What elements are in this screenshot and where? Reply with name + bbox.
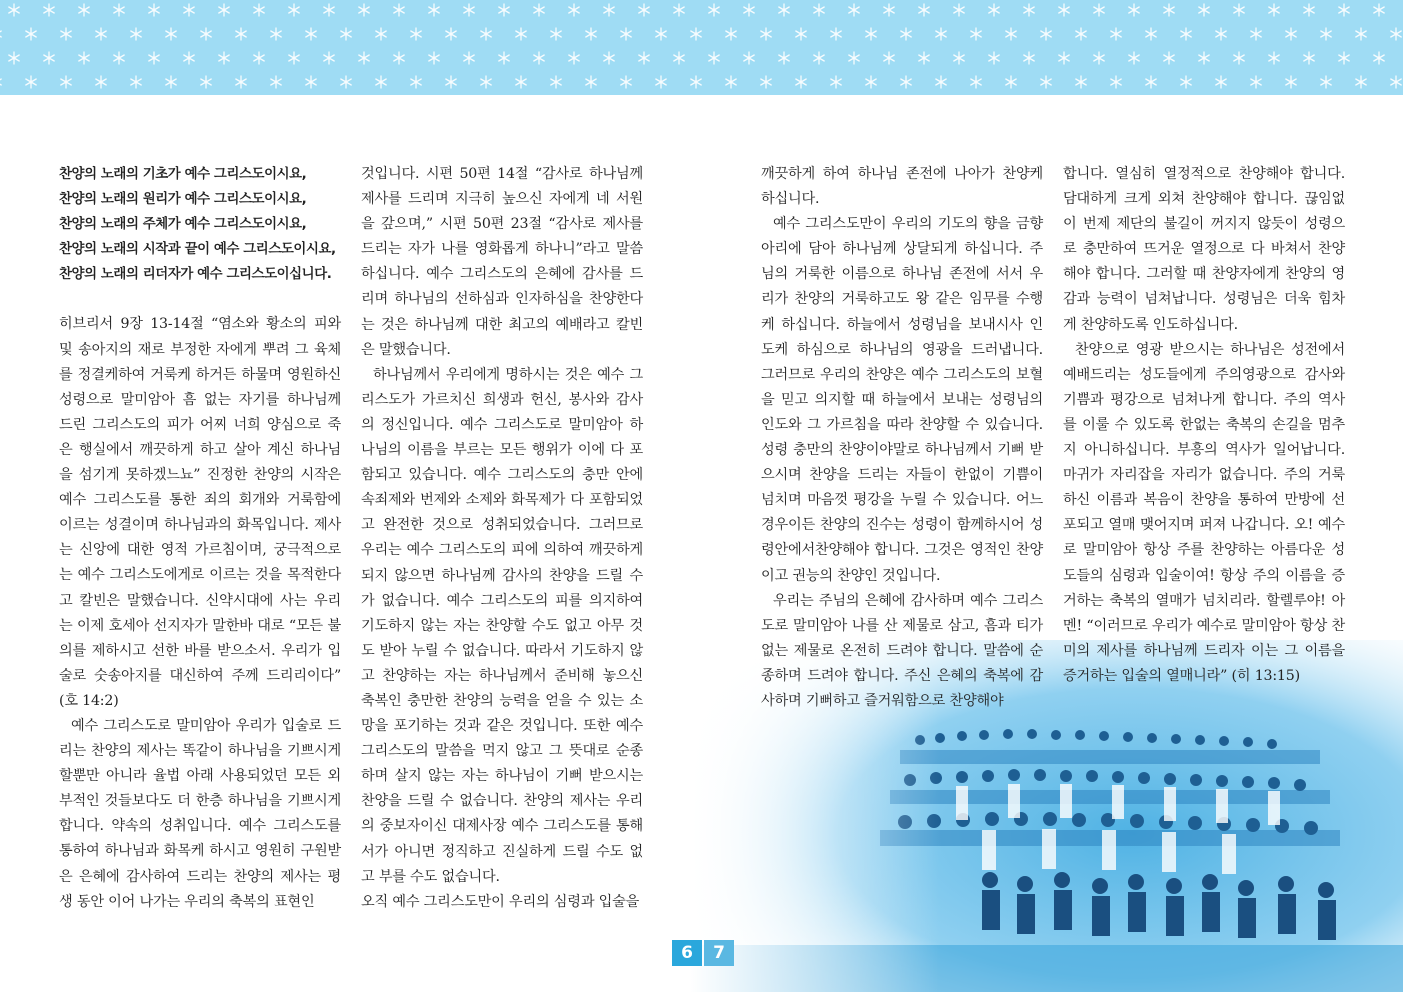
intro-line-3: 찬양의 노래의 주체가 예수 그리스도이시요, [59, 217, 307, 233]
intro-line-1: 찬양의 노래의 기초가 예수 그리스도이시요, [59, 167, 307, 182]
paragraph-living-sacrifice: 우리는 주님의 은혜에 감사하며 예수 그리스도로 말미암아 나를 산 제물로 삼고, 흠과 티가 없는 제물로 온전히 드려야 합니다. 말씀에 순종하며 드려야 합니다. 주신 은혜의 축복에 감사하며 기뻐하고 즐거워함으로 찬양해야 [761, 592, 1043, 709]
snowflake-banner [0, 0, 1403, 95]
paragraph-psalm: 것입니다. 시편 50편 14절 “감사로 하나님께 제사를 드리며 지극히 높으신 자에게 네 서원을 갚으며,” 시편 50편 23절 “감사로 제사를 드리는 자가 나를 영화롭게 하나니”라고 말씀하십니다. 예수 그리스도의 은혜에 감사를 드리며 하나님의 선하심과 인자하심을 찬양한다는 것은 하나님께 대한 최고의 예배라고 칼빈은 말했습니다. [361, 166, 643, 358]
paragraph-passion: 합니다. 열심히 열정적으로 찬양해야 합니다. 담대하게 크게 외쳐 찬양해야 합니다. 끊임없이 번제 제단의 불길이 꺼지지 않듯이 성령으로 충만하여 뜨거운 열정으로 다 바쳐서 찬양해야 합니다. 그러할 때 찬양자에게 찬양의 영감과 능력이 넘쳐납니다. 성령님은 더욱 힘차게 찬양하도록 인도하십니다. [1063, 166, 1345, 333]
text-column-1 [59, 162, 341, 915]
paragraph-prayer: 예수 그리스도만이 우리의 기도의 향을 금향아리에 담아 하나님께 상달되게 하십니다. 주님의 거룩한 이름으로 하나님 존전에 서서 우리가 찬양의 거룩하고도 왕 같은 임무를 수행케 하십니다. 하늘에서 성령님을 보내시사 인도케 하심으로 하나님의 영광을 드러냅니다. 그러므로 우리의 찬양은 예수 그리스도의 보혈을 믿고 의지할 때 하늘에서 보내는 성령님의 인도와 그 가르침을 따라 찬양할 수 있습니다. 성령 충만의 찬양이야말로 하나님께서 기뻐 받으시며 찬양을 드리는 자들이 한없이 기쁨이 넘치며 마음껏 평강을 누릴 수 있습니다. 어느 경우이든 찬양의 진수는 성령이 함께하시어 성령안에서찬양해야 합니다. 그것은 영적인 찬양이고 권능의 찬양인 것입니다. [761, 216, 1043, 584]
paragraph-cleanse: 깨끗하게 하여 하나님 존전에 나아가 찬양케 하십니다. [761, 166, 1043, 208]
paragraph-glory: 찬양으로 영광 받으시는 하나님은 성전에서 예배드리는 성도들에게 주의영광으로 감사와 기쁨과 평강으로 넘쳐나게 합니다. 주의 역사를 이룰 수 있도록 한없는 축복의 손길을 멈추지 아니하십니다. 부흥의 역사가 일어납니다. 마귀가 자리잡을 자리가 없습니다. 주의 거룩하신 이름과 복음이 찬양을 통하여 만방에 선포되고 열매 맺어지며 퍼져 나갑니다. 오! 예수로 말미암아 항상 주를 찬양하는 아름다운 성도들의 심령과 입술이여! 항상 주의 이름을 증거하는 축복의 열매가 넘치리라. 할렐루야! 아멘! “이러므로 우리가 예수로 말미암아 항상 찬미의 제사를 하나님께 드리자 이는 그 이름을 증거하는 입술의 열매니라” (히 13:15) [1063, 341, 1345, 684]
text-column-2 [361, 162, 643, 915]
paragraph-command: 하나님께서 우리에게 명하시는 것은 예수 그리스도가 가르치신 희생과 헌신, 봉사와 감사의 정신입니다. 예수 그리스도로 말미암아 하나님의 이름을 부르는 모든 행위가 이에 다 포함되고 있습니다. 예수 그리스도의 충만 안에 속죄제와 번제와 소제와 화목제가 다 포함되었고 완전한 것으로 성취되었습니다. 그러므로 우리는 예수 그리스도의 피에 의하여 깨끗하게 되지 않으면 하나님께 감사의 찬양을 드릴 수가 없습니다. 예수 그리스도의 피를 의지하여 기도하지 않는 자는 찬양할 수도 없고 아무 것도 받아 누릴 수 없습니다. 따라서 기도하지 않고 찬양하는 자는 하나님께서 준비해 놓으신 축복인 충만한 찬양의 능력을 얻을 수 있는 소망을 포기하는 것과 같은 것입니다. 또한 예수 그리스도의 말씀을 먹지 않고 그 뜻대로 순종하며 살지 않는 자는 하나님이 기뻐 받으시는 찬양을 드릴 수 없습니다. 찬양의 제사는 우리의 중보자이신 대제사장 예수 그리스도를 통해서가 아니면 정직하고 진실하게 드릴 수도 없고 부를 수도 없습니다. [361, 366, 643, 885]
paragraph-hebrews: 히브리서 9장 13-14절 “염소와 황소의 피와 및 송아지의 재로 부정한 자에게 뿌려 그 육체를 정결케하여 거룩케 하거든 하물며 영원하신 성령으로 말미암아 흠 없는 자기를 하나님께 드린 그리스도의 피가 어찌 너희 양심으로 죽은 행실에서 깨끗하게 하고 살아 계신 하나님을 섬기게 못하겠느뇨” 진정한 찬양의 시작은 예수 그리스도를 통한 죄의 회개와 거룩함에 이르는 성결이며 하나님과의 화목입니다. 제사는 신앙에 대한 영적 가르침이며, 궁극적으로는 예수 그리스도에게로 이르는 것을 목적한다고 칼빈은 말했습니다. 신약시대에 사는 우리는 이제 호세아 선지자가 말한바 대로 “모든 불의를 제하시고 선한 바를 받으소서. 우리가 입술로 숫송아지를 대신하여 주께 드리리이다” (호 14:2) [59, 316, 341, 709]
page-number-right: 7 [704, 940, 734, 966]
intro-line-5: 찬양의 노래의 리더자가 예수 그리스도이십니다. [59, 267, 332, 283]
intro-line-2: 찬양의 노래의 원리가 예수 그리스도이시요, [59, 192, 307, 208]
snowflake-pattern [0, 0, 1403, 95]
text-column-3 [761, 162, 1043, 714]
paragraph-gap [59, 287, 341, 312]
page-number-left: 6 [672, 940, 702, 966]
intro-line-4: 찬양의 노래의 시작과 끝이 예수 그리스도이시요, [59, 242, 336, 258]
text-column-4 [1063, 162, 1345, 689]
page-numbers [672, 940, 734, 966]
paragraph-sacrifice: 예수 그리스도로 말미암아 우리가 입술로 드리는 찬양의 제사는 똑같이 하나님을 기쁘시게 할뿐만 아니라 율법 아래 사용되었던 모든 외부적인 것들보다도 더 한층 하나님을 기쁘시게 합니다. 약속의 성취입니다. 예수 그리스도를 통하여 하나님과 화목케 하시고 영원히 구원받은 은혜에 감사하여 드리는 찬양의 제사는 평생 동안 이어 나가는 우리의 축복의 표현인 [59, 717, 341, 910]
paragraph-only-jesus: 오직 예수 그리스도만이 우리의 심령과 입술을 [361, 893, 640, 910]
